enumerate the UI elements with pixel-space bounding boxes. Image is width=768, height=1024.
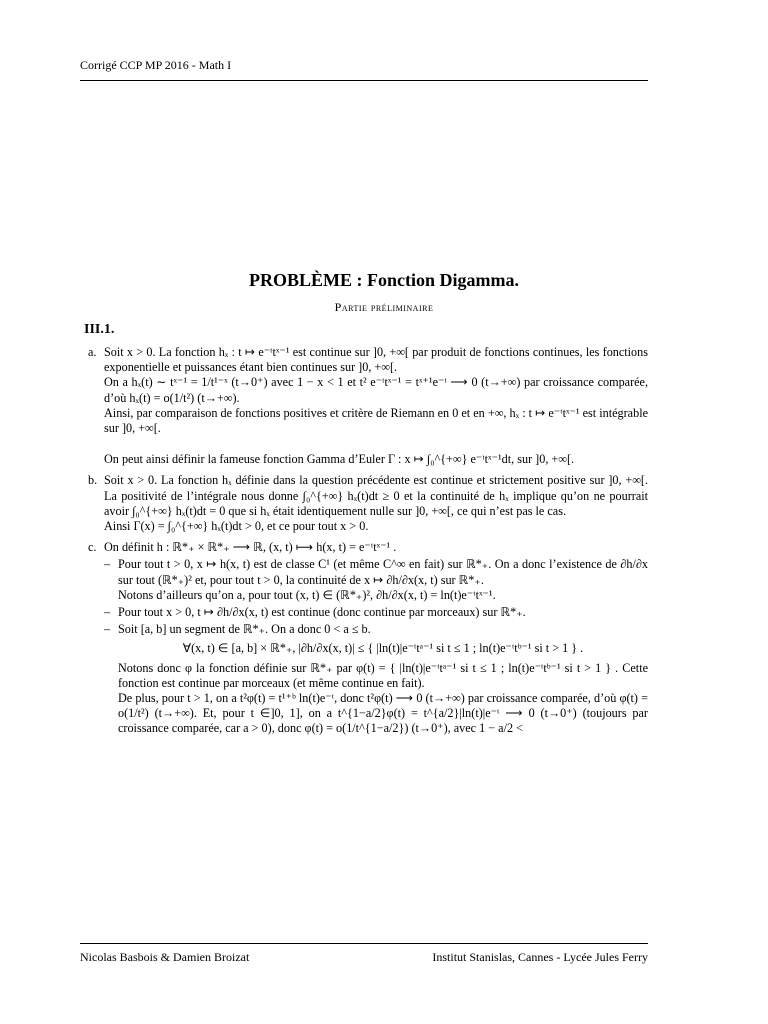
- paragraph: Soit x > 0. La fonction hₓ : t ↦ e⁻ᵗtˣ⁻¹ est continue sur ]0, +∞[ par produit de fonctions continues, les fonctions exponentielle et puissances étant bien continues sur ]0, +∞[.: [104, 345, 648, 375]
- item-a: [84, 345, 648, 467]
- footer-authors: Nicolas Basbois & Damien Broizat: [80, 950, 250, 964]
- header-rule: [80, 80, 648, 81]
- list-item: – Soit [a, b] un segment de ℝ*₊. On a donc 0 < a ≤ b. ∀(x, t) ∈ [a, b] × ℝ*₊, |∂h/∂x(x, t)| ≤ { |ln(t)|e⁻ᵗtᵃ⁻¹ si t ≤ 1 ; ln(t)e⁻ᵗtᵇ⁻¹ si t > 1 } . Notons donc φ la fonction définie sur ℝ*₊ par φ(t) = { |ln(t)|e⁻ᵗtᵃ⁻¹ si t ≤ 1 ; ln(t)e⁻ᵗtᵇ⁻¹ si t > 1 } . Cette fonction est continue par morceaux (et même continue en fait). De plus, pour t > 1, on a t²φ(t) = t¹⁺ᵇ ln(t)e⁻ᵗ, donc t²φ(t) ⟶ 0 (t→+∞) par croissance comparée, d’où φ(t) = o(1/t²) (t→+∞). Et, pour t ∈]0, 1], on a t^{1−a/2}φ(t) = t^{a/2}|ln(t)|e⁻ᵗ ⟶ 0 (t→0⁺) (toujours par croissance comparée, car a > 0), donc φ(t) = o(1/t^{1−a/2}) (t→0⁺), avec 1 − a/2 <: [104, 622, 648, 736]
- list-item: – Pour tout t > 0, x ↦ h(x, t) est de classe C¹ (et même C^∞ en fait) sur ℝ*₊. On a donc l’existence de ∂h/∂x sur tout (ℝ*₊)² et, pour tout t > 0, la continuité de x ↦ ∂h/∂x(x, t) sur ℝ*₊. Notons d’ailleurs qu’on a, pour tout (x, t) ∈ (ℝ*₊)², ∂h/∂x(x, t) = ln(t)e⁻ᵗtˣ⁻¹.: [104, 557, 648, 602]
- running-header: Corrigé CCP MP 2016 - Math I: [80, 58, 232, 72]
- item-label: b.: [88, 473, 98, 488]
- paragraph: De plus, pour t > 1, on a t²φ(t) = t¹⁺ᵇ ln(t)e⁻ᵗ, donc t²φ(t) ⟶ 0 (t→+∞) par croissance comparée, d’où φ(t) = o(1/t²) (t→+∞). Et, pour t ∈]0, 1], on a t^{1−a/2}φ(t) = t^{a/2}|ln(t)|e⁻ᵗ ⟶ 0 (t→0⁺) (toujours par croissance comparée, car a > 0), donc φ(t) = o(1/t^{1−a/2}) (t→0⁺), avec 1 − a/2 <: [118, 691, 648, 736]
- problem-title: PROBLÈME : Fonction Digamma.: [249, 270, 519, 290]
- paragraph: Pour tout t > 0, x ↦ h(x, t) est de classe C¹ (et même C^∞ en fait) sur ℝ*₊. On a donc l’existence de ∂h/∂x sur tout (ℝ*₊)² et, pour tout t > 0, la continuité de x ↦ ∂h/∂x(x, t) sur ℝ*₊.: [118, 557, 648, 587]
- paragraph: Notons donc φ la fonction définie sur ℝ*₊ par φ(t) = { |ln(t)|e⁻ᵗtᵃ⁻¹ si t ≤ 1 ; ln(t)e⁻ᵗtᵇ⁻¹ si t > 1 } . Cette fonction est continue par morceaux (et même continue en fait).: [118, 660, 648, 690]
- paragraph: On peut ainsi définir la fameuse fonction Gamma d’Euler Γ : x ↦ ∫₀^{+∞} e⁻ᵗtˣ⁻¹dt, sur ]0, +∞[.: [104, 452, 575, 467]
- paragraph: Soit [a, b] un segment de ℝ*₊. On a donc 0 < a ≤ b.: [118, 622, 371, 637]
- item-b: [84, 473, 648, 534]
- item-label: a.: [88, 345, 97, 359]
- footer-institution: Institut Stanislas, Cannes - Lycée Jules Ferry: [432, 950, 648, 964]
- part-subtitle: Partie préliminaire: [334, 300, 434, 314]
- footer-rule: [80, 943, 648, 944]
- item-c: [84, 540, 648, 736]
- paragraph: Ainsi, par comparaison de fonctions positives et critère de Riemann en 0 et en +∞, hₓ : t ↦ e⁻ᵗtˣ⁻¹ est intégrable sur ]0, +∞[.: [104, 405, 648, 436]
- paragraph: On définit h : ℝ*₊ × ℝ*₊ ⟶ ℝ, (x, t) ⟼ h(x, t) = e⁻ᵗtˣ⁻¹ .: [104, 540, 397, 555]
- paragraph: Pour tout x > 0, t ↦ ∂h/∂x(x, t) est continue (donc continue par morceaux) sur ℝ*₊.: [118, 605, 526, 620]
- equation: ∀(x, t) ∈ [a, b] × ℝ*₊, |∂h/∂x(x, t)| ≤ { |ln(t)|e⁻ᵗtᵃ⁻¹ si t ≤ 1 ; ln(t)e⁻ᵗtᵇ⁻¹ si t > 1 } .: [182, 641, 584, 656]
- paragraph: Notons d’ailleurs qu’on a, pour tout (x, t) ∈ (ℝ*₊)², ∂h/∂x(x, t) = ln(t)e⁻ᵗtˣ⁻¹.: [118, 587, 496, 602]
- solution-body: [84, 345, 648, 739]
- paragraph: Ainsi Γ(x) = ∫₀^{+∞} hₓ(t)dt > 0, et ce pour tout x > 0.: [104, 519, 369, 534]
- item-label: c.: [88, 540, 97, 555]
- paragraph: On a hₓ(t) ∼ tˣ⁻¹ = 1/t¹⁻ˣ (t→0⁺) avec 1 − x < 1 et t² e⁻ᵗtˣ⁻¹ = tˣ⁺¹e⁻ᵗ ⟶ 0 (t→+∞) par croissance comparée, d’où hₓ(t) = o(1/t²) (t→+∞).: [104, 375, 648, 405]
- section-number: III.1.: [84, 322, 115, 337]
- list-item: – Pour tout x > 0, t ↦ ∂h/∂x(x, t) est continue (donc continue par morceaux) sur ℝ*₊.: [104, 605, 648, 620]
- paragraph: Soit x > 0. La fonction hₓ définie dans la question précédente est continue et strictement positive sur ]0, +∞[. La positivité de l’intégrale nous donne ∫₀^{+∞} hₓ(t)dt ≥ 0 et la continuité de hₓ implique qu’on ne pourrait avoir ∫₀^{+∞} hₓ(t)dt = 0 que si hₓ était identiquement nulle sur ]0, +∞[, ce qui n’est pas le cas.: [104, 473, 648, 518]
